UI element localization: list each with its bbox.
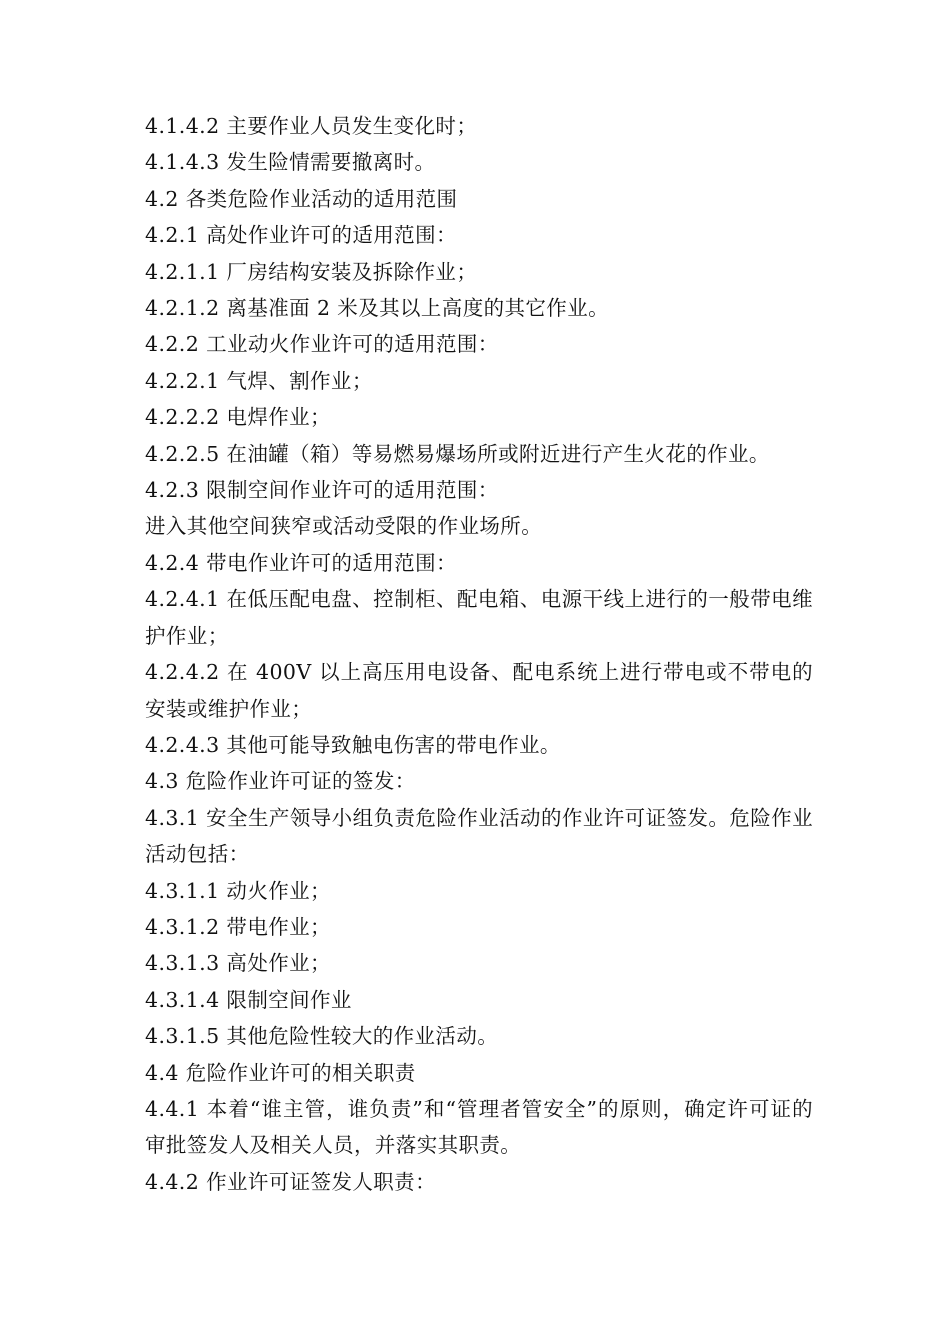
paragraph: 4.1.4.2 主要作业人员发生变化时；	[145, 114, 478, 138]
section-heading: 4.2 各类危险作业活动的适用范围	[145, 186, 458, 211]
paragraph: 4.2.1.2 离基准面 2 米及其以上高度的其它作业。	[145, 296, 610, 321]
paragraph: 4.3.1 安全生产领导小组负责危险作业活动的作业许可证签发。危险作业活动包括：	[145, 805, 813, 867]
paragraph: 4.2.4.1 在低压配电盘、控制柜、配电箱、电源干线上进行的一般带电维护作业；	[145, 587, 813, 648]
document-body	[145, 108, 813, 1200]
paragraph: 4.1.4.3 发生险情需要撤离时。	[145, 150, 436, 175]
paragraph: 4.2.1.1 厂房结构安装及拆除作业；	[145, 259, 478, 284]
section-heading: 4.3 危险作业许可证的签发：	[145, 769, 416, 794]
subsection-heading: 4.4.2 作业许可证签发人职责：	[145, 1169, 436, 1194]
paragraph: 4.2.2.5 在油罐（箱）等易燃易爆场所或附近进行产生火花的作业。	[145, 441, 770, 466]
paragraph: 4.3.1.1 动火作业；	[145, 878, 331, 903]
paragraph: 4.3.1.4 限制空间作业	[145, 987, 352, 1012]
paragraph: 4.2.4.2 在 400V 以上高压用电设备、配电系统上进行带电或不带电的安装或维护作业；	[145, 660, 813, 721]
paragraph: 4.2.2.2 电焊作业；	[145, 405, 331, 430]
paragraph: 4.4.1 本着“谁主管，谁负责”和“管理者管安全”的原则，确定许可证的审批签发人及相关人员，并落实其职责。	[145, 1096, 813, 1158]
paragraph: 4.2.2.1 气焊、割作业；	[145, 368, 373, 393]
paragraph: 4.3.1.2 带电作业；	[145, 914, 331, 939]
subsection-heading: 4.2.1 高处作业许可的适用范围：	[145, 223, 457, 248]
subsection-heading: 4.2.2 工业动火作业许可的适用范围：	[145, 332, 499, 357]
paragraph: 进入其他空间狭窄或活动受限的作业场所。	[145, 514, 543, 539]
section-heading: 4.4 危险作业许可的相关职责	[145, 1060, 416, 1085]
paragraph: 4.3.1.3 高处作业；	[145, 951, 331, 976]
paragraph: 4.3.1.5 其他危险性较大的作业活动。	[145, 1024, 499, 1049]
subsection-heading: 4.2.4 带电作业许可的适用范围：	[145, 550, 457, 575]
paragraph: 4.2.4.3 其他可能导致触电伤害的带电作业。	[145, 732, 561, 757]
subsection-heading: 4.2.3 限制空间作业许可的适用范围：	[145, 478, 499, 503]
